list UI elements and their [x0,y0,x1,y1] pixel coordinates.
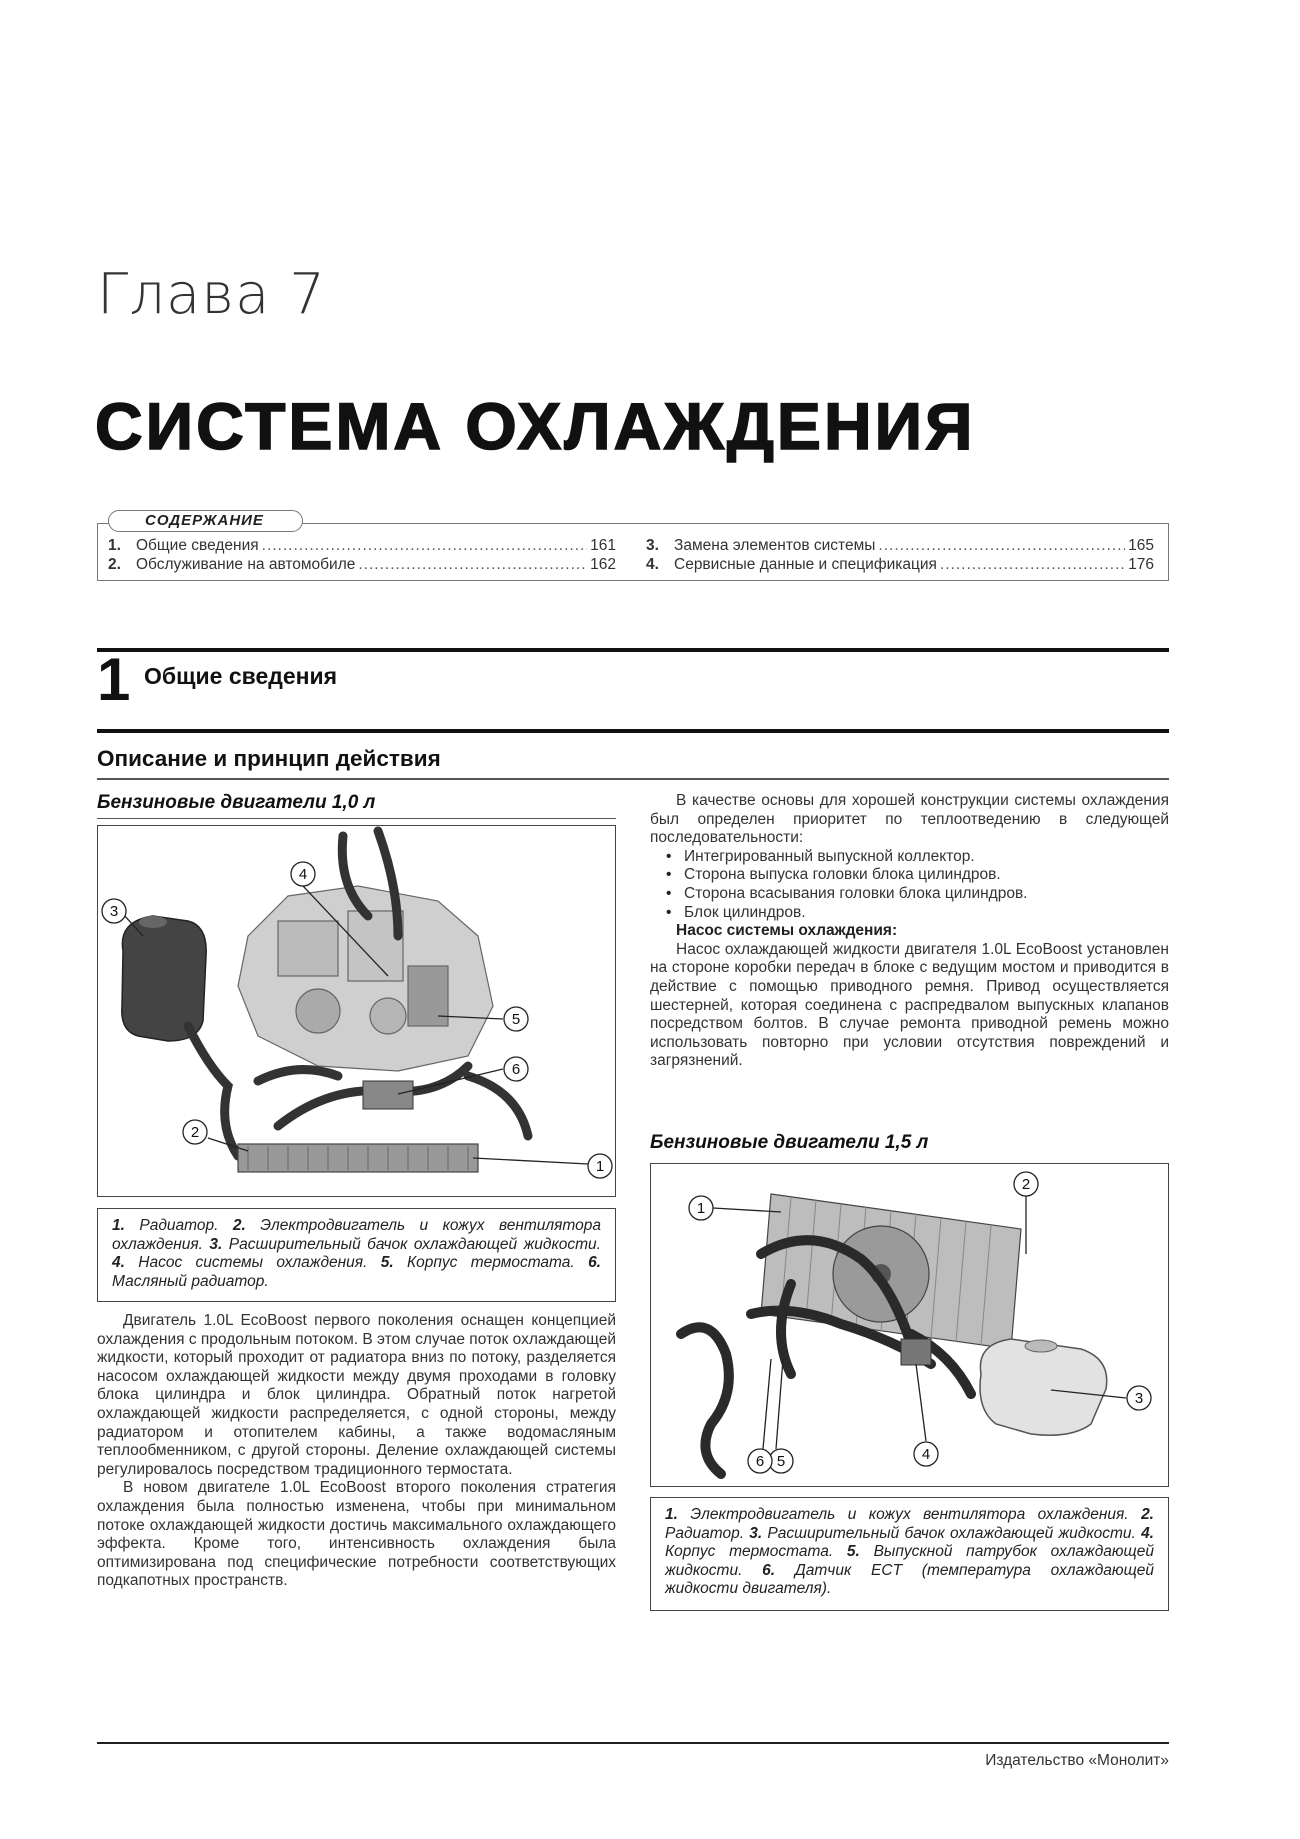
toc-item[interactable] [108,555,616,574]
toc-item-title: Общие сведения [136,537,259,554]
engine-1-5-illustration [651,1164,1169,1487]
engine-1-0-illustration [98,826,616,1197]
toc-item-title: Сервисные данные и спецификация [674,556,937,573]
chapter-label: Глава 7 [97,262,326,327]
caption-text: Насос системы охлаждения. [124,1254,381,1271]
toc-item-number: 1. [108,537,121,554]
caption-text: Расширительный бачок охлаждающей жидкости. [222,1235,601,1253]
caption-text: Выпускной патрубок охлаждающей жидкости. [665,1543,1154,1579]
table-of-contents [97,512,1169,581]
subsection-title: Описание и принцип действия [97,746,441,771]
caption-text: Радиатор. [665,1524,750,1542]
right-body-text [650,792,1169,1071]
caption-text: Расширительный бачок охлаждающей жидкости. [762,1524,1142,1542]
callout-3: 3 [1134,1390,1144,1407]
caption-num: 2. [232,1217,246,1234]
list-item: • Сторона выпуска головки блока цилиндров. [684,866,1169,885]
paragraph: В качестве основы для хорошей конструкции системы охлаждения был определен приоритет по теплоотведению в следующей последовательности: [650,792,1169,847]
chapter-title: СИСТЕМА ОХЛАЖДЕНИЯ [95,389,976,463]
callout-5: 5 [776,1453,786,1470]
pump-heading: Насос системы охлаждения: [676,922,898,940]
engine-1-0-heading: Бензиновые двигатели 1,0 л [97,792,376,813]
list-item: • Интегрированный выпускной коллектор. [684,848,1169,867]
callout-1: 1 [595,1158,605,1175]
expansion-tank-shape [980,1339,1107,1435]
callout-4: 4 [298,866,308,883]
priority-list [650,848,1169,922]
toc-item[interactable] [646,555,1154,574]
caption-num: 4. [112,1254,125,1271]
toc-item-number: 2. [108,556,121,573]
callout-6: 6 [511,1061,521,1078]
callout-6: 6 [755,1453,765,1470]
caption-text: Электродвигатель и кожух вентилятора охлаждения. [112,1217,601,1253]
caption-num: 2. [1141,1506,1154,1523]
section-bottom-rule [97,729,1169,733]
paragraph: Насос охлаждающей жидкости двигателя 1.0L EcoBoost установлен на стороне коробки передач в блоке с ведущим мостом и приводится в действие с помощью приводного ремня. Привод осуществляется шестерней, которая соединена с распредвалом выпускных клапанов посредством болтов. В случае ремонта приводной ремень можно использовать повторно при условии отсутствия повреждений и загрязнений. [650,940,1169,1070]
caption-num: 6. [762,1561,776,1579]
toc-leader-dots [358,555,587,574]
caption-num: 3. [209,1235,223,1253]
caption-text: Масляный радиатор. [112,1272,269,1290]
toc-item[interactable] [108,536,616,555]
left-body-text [97,1312,616,1591]
toc-heading: СОДЕРЖАНИЕ [108,510,303,532]
callout-4: 4 [921,1446,931,1463]
caption-num: 3. [749,1524,763,1542]
engine-1-5-figure [650,1163,1169,1487]
engine-1-0-caption [97,1208,616,1302]
caption-text: Радиатор. [124,1217,233,1234]
callout-2: 2 [1021,1176,1031,1193]
caption-text: Электродвигатель и кожух вентилятора охлаждения. [677,1506,1142,1523]
caption-num: 1. [112,1217,125,1234]
caption-num: 5. [380,1254,394,1271]
list-item: • Сторона всасывания головки блока цилиндров. [684,885,1169,904]
callout-1: 1 [696,1200,706,1217]
section-top-rule [97,648,1169,652]
toc-leader-dots [940,555,1125,574]
callout-5: 5 [511,1011,521,1028]
radiator-shape [238,1144,478,1172]
list-item: • Блок цилиндров. [684,904,1169,923]
toc-item-title: Обслуживание на автомобиле [136,556,356,573]
caption-text: Корпус термостата. [665,1543,847,1560]
callout-2: 2 [190,1124,200,1141]
expansion-tank-shape [122,916,206,1041]
caption-num: 1. [665,1506,678,1523]
caption-num: 6. [588,1254,601,1271]
toc-column-left [108,536,616,574]
engine-1-0-rule [97,818,616,819]
toc-leader-dots [878,536,1125,555]
section-title: Общие сведения [144,663,338,689]
caption-num: 4. [1141,1524,1154,1542]
toc-item-number: 3. [646,537,659,554]
toc-item-page: 161 [590,537,616,554]
radiator-shape [761,1194,1021,1349]
engine-1-0-figure [97,825,616,1197]
toc-item-page: 176 [1128,556,1154,573]
toc-item-page: 165 [1128,537,1154,554]
toc-column-right [646,536,1154,574]
toc-item-page: 162 [590,556,616,573]
caption-text: Датчик ECT (температура охлаждающей жидкости двигателя). [665,1561,1155,1597]
engine-1-5-caption [650,1497,1169,1611]
toc-leader-dots [262,536,587,555]
engine-1-5-heading: Бензиновые двигатели 1,5 л [650,1132,929,1153]
paragraph: В новом двигателе 1.0L EcoBoost второго поколения стратегия охлаждения была полностью изменена, чтобы при минимальном потоке охлаждающей жидкости достичь максимального охлаждающего эффекта. Кроме того, интенсивность охлаждения была оптимизирована под специфические потребности соответствующих подкапотных пространств. [97,1479,616,1590]
callout-3: 3 [109,903,119,920]
toc-item-title: Замена элементов системы [674,537,876,554]
paragraph: Двигатель 1.0L EcoBoost первого поколения оснащен концепцией охлаждения с продольным потоком. В этом случае поток охлаждающей жидкости, который проходит от радиатора вниз по потоку, разделяется насосом охлаждающей жидкости между двумя проходами в головку блока цилиндра и блок цилиндра. Обратный поток нагретой охлаждающей жидкости распределяется, с одной стороны, между радиатором и отопителем кабины, а также водомасляным теплообменником, с другой стороны. Деление охлаждающей системы регулировалось посредством традиционного термостата. [97,1312,616,1478]
caption-num: 5. [846,1543,860,1560]
publisher-name: Издательство «Монолит» [985,1752,1169,1769]
toc-item[interactable] [646,536,1154,555]
caption-text: Корпус термостата. [393,1254,589,1271]
section-number: 1 [97,646,131,713]
footer-rule [97,1742,1169,1744]
subsection-rule [97,778,1169,780]
toc-item-number: 4. [646,556,659,573]
